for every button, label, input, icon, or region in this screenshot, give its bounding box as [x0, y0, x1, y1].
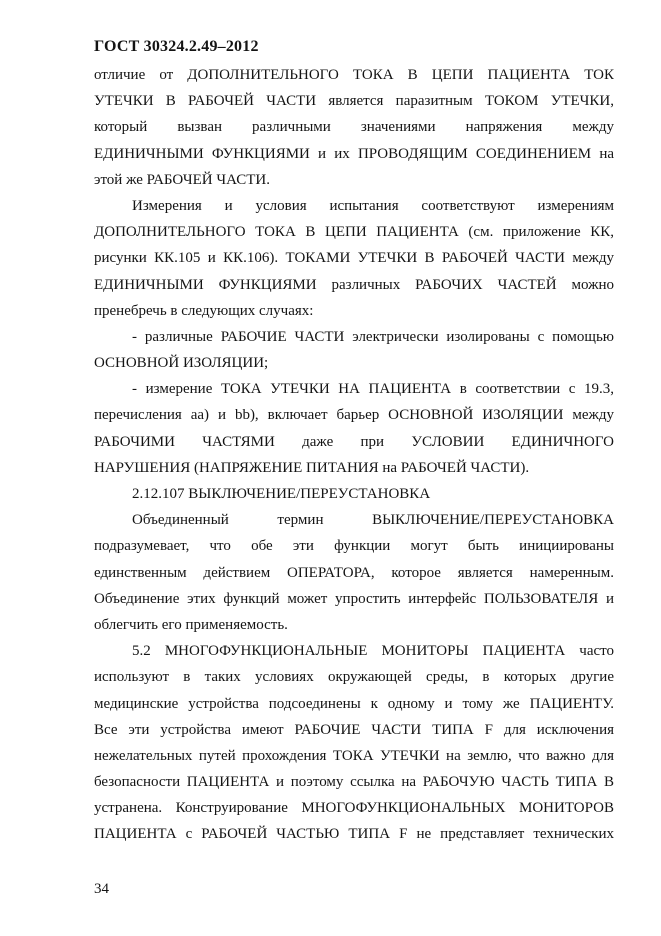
text-line: подразумевает, что обе эти функции могут быть инициированы: [94, 538, 614, 555]
text-line: единственным действием ОПЕРАТОРА, которое является намеренным.: [94, 564, 614, 581]
text-line: Объединение этих функций может упростить интерфейс ПОЛЬЗОВАТЕЛЯ и: [94, 590, 614, 607]
text-line: который вызван различными значениями напряжения между: [94, 119, 614, 136]
text-line: медицинские устройства подсоединены к одному и тому же ПАЦИЕНТУ.: [94, 695, 614, 712]
text-line: НАРУШЕНИЯ (НАПРЯЖЕНИЕ ПИТАНИЯ на РАБОЧЕЙ ЧАСТИ).: [94, 459, 530, 476]
text-line: рисунки КК.105 и КК.106). ТОКАМИ УТЕЧКИ В РАБОЧЕЙ ЧАСТИ между: [94, 250, 614, 267]
text-line: устранена. Конструирование МНОГОФУНКЦИОНАЛЬНЫХ МОНИТОРОВ: [94, 800, 614, 817]
text-line: этой же РАБОЧЕЙ ЧАСТИ.: [94, 171, 270, 188]
text-line: 2.12.107 ВЫКЛЮЧЕНИЕ/ПЕРЕУСТАНОВКА: [132, 486, 431, 502]
text-line: безопасности ПАЦИЕНТА и поэтому ссылка на РАБОЧУЮ ЧАСТЬ ТИПА В: [94, 774, 614, 791]
text-line: Все эти устройства имеют РАБОЧИЕ ЧАСТИ ТИПА F для исключения: [94, 721, 614, 738]
page-number: 34: [94, 881, 109, 897]
standard-title: ГОСТ 30324.2.49–2012: [94, 38, 259, 55]
text-line: перечисления аа) и bb), включает барьер ОСНОВНОЙ ИЗОЛЯЦИИ между: [94, 407, 614, 424]
text-line: ЕДИНИЧНЫМИ ФУНКЦИЯМИ различных РАБОЧИХ ЧАСТЕЙ можно: [94, 276, 614, 293]
body-text: [94, 62, 614, 848]
text-line: Объединенный термин ВЫКЛЮЧЕНИЕ/ПЕРЕУСТАНОВКА: [132, 512, 614, 529]
text-line: Измерения и условия испытания соответствуют измерениям: [132, 197, 614, 214]
text-line: РАБОЧИМИ ЧАСТЯМИ даже при УСЛОВИИ ЕДИНИЧНОГО: [94, 433, 614, 450]
text-line: облегчить его применяемость.: [94, 616, 288, 633]
text-line: ЕДИНИЧНЫМИ ФУНКЦИЯМИ и их ПРОВОДЯЩИМ СОЕДИНЕНИЕМ на: [94, 145, 614, 162]
text-line: пренебречь в следующих случаях:: [94, 302, 314, 319]
text-line: ДОПОЛНИТЕЛЬНОГО ТОКА В ЦЕПИ ПАЦИЕНТА (см. приложение КК,: [94, 224, 614, 241]
text-line: - измерение ТОКА УТЕЧКИ НА ПАЦИЕНТА в соответствии с 19.3,: [132, 381, 614, 398]
text-line: используют в таких условиях окружающей среды, в которых другие: [94, 669, 614, 686]
text-line: ПАЦИЕНТА с РАБОЧЕЙ ЧАСТЬЮ ТИПА F не представляет технических: [94, 826, 614, 843]
text-line: 5.2 МНОГОФУНКЦИОНАЛЬНЫЕ МОНИТОРЫ ПАЦИЕНТА часто: [132, 643, 614, 660]
text-line: УТЕЧКИ В РАБОЧЕЙ ЧАСТИ является паразитным ТОКОМ УТЕЧКИ,: [94, 93, 614, 110]
text-line: ОСНОВНОЙ ИЗОЛЯЦИИ;: [94, 355, 269, 372]
text-line: - различные РАБОЧИЕ ЧАСТИ электрически изолированы с помощью: [132, 328, 614, 345]
text-line: отличие от ДОПОЛНИТЕЛЬНОГО ТОКА В ЦЕПИ ПАЦИЕНТА ТОК: [94, 67, 614, 83]
text-line: нежелательных путей прохождения ТОКА УТЕЧКИ на землю, что важно для: [94, 747, 614, 764]
